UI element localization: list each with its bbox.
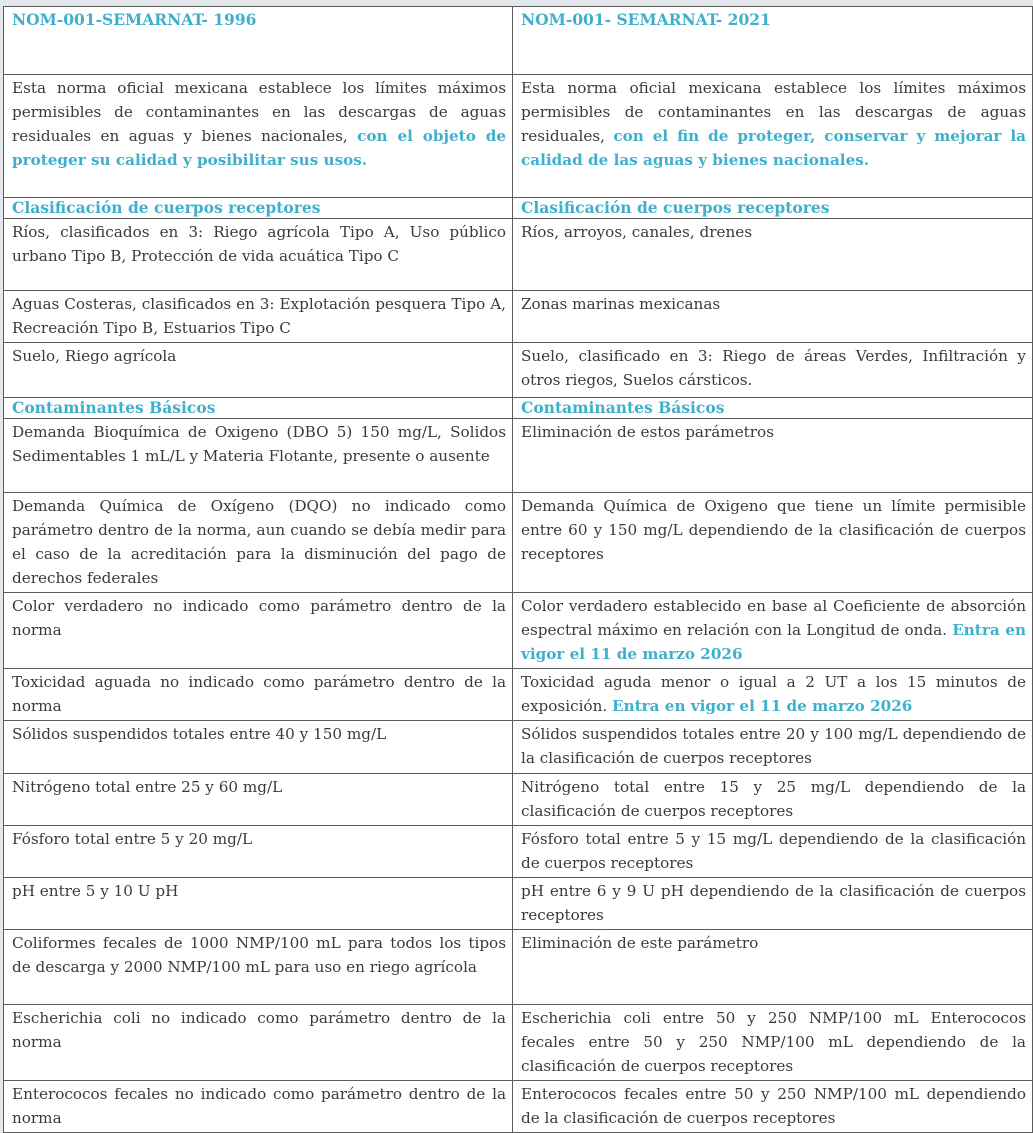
- cell-2021: [513, 593, 1033, 669]
- cell-text: Demanda Bioquímica de Oxigeno (DBO 5) 150 mg/L, Solidos Sedimentables 1 mL/L y Materia Flotante, presente o ausente: [12, 423, 506, 465]
- header-2021: NOM-001- SEMARNAT- 2021: [513, 7, 1033, 75]
- comparison-table: [3, 6, 1033, 1133]
- table-row: [4, 419, 1033, 493]
- cell-text: Demanda Química de Oxígeno (DQO) no indicado como parámetro dentro de la norma, aun cuando se debía medir para el caso de la acreditación para la disminución del pago de derechos federales: [12, 497, 506, 587]
- cell-text: Suelo, Riego agrícola: [12, 347, 177, 365]
- table-row: [4, 930, 1033, 1005]
- cell-text: Eliminación de estos parámetros: [521, 423, 774, 441]
- cell-2021: [513, 343, 1033, 398]
- cell-2021: [513, 669, 1033, 721]
- cell-1996: [4, 721, 513, 774]
- cell-text: Esta norma oficial mexicana establece los límites máximos permisibles de contaminantes en las descargas de aguas residuales,: [521, 79, 1026, 145]
- cell-text: Esta norma oficial mexicana establece los límites máximos permisibles de contaminantes en las descargas de aguas residuales en aguas y bienes nacionales,: [12, 79, 506, 145]
- cell-1996: [4, 493, 513, 593]
- cell-2021: [513, 291, 1033, 343]
- cell-text: Coliformes fecales de 1000 NMP/100 mL para todos los tipos de descarga y 2000 NMP/100 mL para uso en riego agrícola: [12, 934, 506, 976]
- cell-1996: [4, 774, 513, 826]
- cell-text: Zonas marinas mexicanas: [521, 295, 721, 313]
- cell-1996: [4, 219, 513, 291]
- table-row: [4, 1005, 1033, 1081]
- cell-text: Enterococos fecales no indicado como parámetro dentro de la norma: [12, 1085, 506, 1127]
- cell-text: Toxicidad aguda menor o igual a 2 UT a los 15 minutos de exposición.: [521, 673, 1026, 715]
- cell-text: Contaminantes Básicos: [521, 398, 725, 417]
- cell-text: Toxicidad aguada no indicado como parámetro dentro de la norma: [12, 673, 506, 715]
- highlight-text: con el fin de proteger, conservar y mejorar la calidad de las aguas y bienes nacionales.: [521, 127, 1026, 169]
- table-row: [4, 343, 1033, 398]
- cell-text: Clasificación de cuerpos receptores: [12, 198, 321, 217]
- cell-2021: [513, 774, 1033, 826]
- cell-text: Color verdadero no indicado como parámetro dentro de la norma: [12, 597, 506, 639]
- section-row: [4, 198, 1033, 219]
- cell-1996: [4, 593, 513, 669]
- cell-text: Ríos, clasificados en 3: Riego agrícola Tipo A, Uso público urbano Tipo B, Protección de vida acuática Tipo C: [12, 223, 506, 265]
- highlight-text: Entra en vigor el 11 de marzo 2026: [612, 697, 913, 715]
- table-row: [4, 878, 1033, 930]
- cell-text: Color verdadero establecido en base al Coeficiente de absorción espectral máximo en relación con la Longitud de onda.: [521, 597, 1026, 639]
- cell-2021: [513, 75, 1033, 198]
- cell-2021: [513, 1005, 1033, 1081]
- cell-text: pH entre 5 y 10 U pH: [12, 882, 179, 900]
- cell-2021: [513, 219, 1033, 291]
- section-cell-2021: [513, 398, 1033, 419]
- cell-text: Escherichia coli no indicado como parámetro dentro de la norma: [12, 1009, 506, 1051]
- cell-1996: [4, 291, 513, 343]
- cell-2021: [513, 826, 1033, 878]
- cell-text: Escherichia coli entre 50 y 250 NMP/100 mL Enterococos fecales entre 50 y 250 NMP/100 mL dependiendo de la clasificación de cuerpos receptores: [521, 1009, 1026, 1075]
- table-row: [4, 1081, 1033, 1133]
- cell-2021: [513, 419, 1033, 493]
- cell-2021: [513, 1081, 1033, 1133]
- cell-text: Suelo, clasificado en 3: Riego de áreas Verdes, Infiltración y otros riegos, Suelos cársticos.: [521, 347, 1026, 389]
- cell-1996: [4, 419, 513, 493]
- table-row: [4, 493, 1033, 593]
- section-cell-1996: [4, 398, 513, 419]
- cell-text: Sólidos suspendidos totales entre 20 y 100 mg/L dependiendo de la clasificación de cuerpos receptores: [521, 725, 1026, 767]
- cell-text: Ríos, arroyos, canales, drenes: [521, 223, 753, 241]
- table-row: [4, 826, 1033, 878]
- cell-text: Sólidos suspendidos totales entre 40 y 150 mg/L: [12, 725, 387, 743]
- cell-text: Aguas Costeras, clasificados en 3: Explotación pesquera Tipo A, Recreación Tipo B, Estuarios Tipo C: [12, 295, 506, 337]
- cell-text: pH entre 6 y 9 U pH dependiendo de la clasificación de cuerpos receptores: [521, 882, 1026, 924]
- cell-1996: [4, 1005, 513, 1081]
- cell-2021: [513, 721, 1033, 774]
- section-row: [4, 398, 1033, 419]
- highlight-text: con el objeto de proteger su calidad y posibilitar sus usos.: [12, 127, 506, 169]
- cell-2021: [513, 878, 1033, 930]
- cell-2021: [513, 493, 1033, 593]
- highlight-text: Entra en vigor el 11 de marzo 2026: [521, 621, 1026, 663]
- cell-1996: [4, 669, 513, 721]
- section-cell-1996: [4, 198, 513, 219]
- cell-1996: [4, 1081, 513, 1133]
- cell-text: Demanda Química de Oxigeno que tiene un límite permisible entre 60 y 150 mg/L dependiendo de la clasificación de cuerpos receptores: [521, 497, 1026, 563]
- cell-text: Contaminantes Básicos: [12, 398, 216, 417]
- cell-text: Fósforo total entre 5 y 15 mg/L dependiendo de la clasificación de cuerpos receptores: [521, 830, 1026, 872]
- cell-text: Fósforo total entre 5 y 20 mg/L: [12, 830, 253, 848]
- table-row: [4, 291, 1033, 343]
- table-row: [4, 75, 1033, 198]
- cell-text: Nitrógeno total entre 15 y 25 mg/L dependiendo de la clasificación de cuerpos receptores: [521, 778, 1026, 820]
- cell-text: Nitrógeno total entre 25 y 60 mg/L: [12, 778, 283, 796]
- cell-2021: [513, 930, 1033, 1005]
- table-row: [4, 593, 1033, 669]
- cell-1996: [4, 343, 513, 398]
- cell-1996: [4, 878, 513, 930]
- cell-1996: [4, 930, 513, 1005]
- header-row: [4, 7, 1033, 75]
- cell-text: Eliminación de este parámetro: [521, 934, 759, 952]
- cell-text: Enterococos fecales entre 50 y 250 NMP/100 mL dependiendo de la clasificación de cuerpos receptores: [521, 1085, 1026, 1127]
- cell-text: Clasificación de cuerpos receptores: [521, 198, 830, 217]
- header-1996: NOM-001-SEMARNAT- 1996: [4, 7, 513, 75]
- cell-1996: [4, 75, 513, 198]
- cell-1996: [4, 826, 513, 878]
- table-row: [4, 774, 1033, 826]
- table-row: [4, 669, 1033, 721]
- table-row: [4, 219, 1033, 291]
- table-row: [4, 721, 1033, 774]
- section-cell-2021: [513, 198, 1033, 219]
